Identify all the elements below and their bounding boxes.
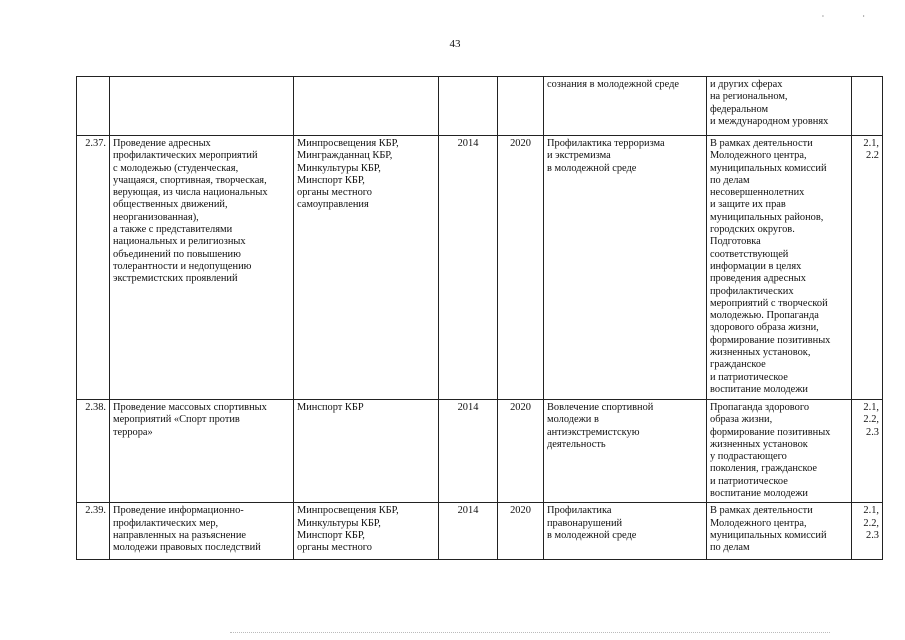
measure-name: Проведение массовых спортивных мероприятий «Спорт против террора» <box>110 400 294 503</box>
measure-name <box>110 77 294 136</box>
indicators: 2.1, 2.2 <box>852 136 883 400</box>
indicators: 2.1, 2.2, 2.3 <box>852 503 883 560</box>
expected-result: Пропаганда здорового образа жизни, формирование позитивных жизненных установок у подрастающего поколения, гражданское и патриотическое воспитание молодежи <box>707 400 852 503</box>
indicators: 2.1, 2.2, 2.3 <box>852 400 883 503</box>
year-start: 2014 <box>439 400 498 503</box>
table-row <box>77 503 883 560</box>
measure-name: Проведение информационно- профилактических мер, направленных на разъяснение молодежи правовых последствий <box>110 503 294 560</box>
executors <box>294 77 439 136</box>
measures-table <box>76 76 883 560</box>
year-end: 2020 <box>498 136 544 400</box>
year-start: 2014 <box>439 503 498 560</box>
year-start: 2014 <box>439 136 498 400</box>
table-row <box>77 136 883 400</box>
row-number: 2.39. <box>77 503 110 560</box>
year-end: 2020 <box>498 503 544 560</box>
executors: Минспорт КБР <box>294 400 439 503</box>
expected-result: В рамках деятельности Молодежного центра, муниципальных комиссий по делам <box>707 503 852 560</box>
year-start <box>439 77 498 136</box>
row-number: 2.37. <box>77 136 110 400</box>
page-number: 43 <box>449 38 461 50</box>
indicators <box>852 77 883 136</box>
row-number <box>77 77 110 136</box>
scan-artifact-line <box>230 632 830 634</box>
table-row <box>77 77 883 136</box>
year-end: 2020 <box>498 400 544 503</box>
table-row <box>77 400 883 503</box>
direction: Вовлечение спортивной молодежи в антиэкстремистскую деятельность <box>544 400 707 503</box>
year-end <box>498 77 544 136</box>
expected-result: и других сферах на региональном, федеральном и международном уровнях <box>707 77 852 136</box>
scan-artifact-dots: · · <box>821 12 883 21</box>
measure-name: Проведение адресных профилактических мероприятий с молодежью (студенческая, учащаяся, спортивная, творческая, верующая, из числа национальных общественных движений, неорганизованная), а также с представителями национальных и религиозных объединений по повышению толерантности и недопущению экстремистских проявлений <box>110 136 294 400</box>
row-number: 2.38. <box>77 400 110 503</box>
direction: Профилактика правонарушений в молодежной среде <box>544 503 707 560</box>
expected-result: В рамках деятельности Молодежного центра, муниципальных комиссий по делам несовершеннолетних и защите их прав муниципальных районов, городских округов. Подготовка соответствующей информации в целях проведения адресных профилактических мероприятий с творческой молодежью. Пропаганда здорового образа жизни, формирование позитивных жизненных установок, гражданское и патриотическое воспитание молодежи <box>707 136 852 400</box>
direction: Профилактика терроризма и экстремизма в молодежной среде <box>544 136 707 400</box>
direction: сознания в молодежной среде <box>544 77 707 136</box>
executors: Минпросвещения КБР, Мингражданнац КБР, Минкультуры КБР, Минспорт КБР, органы местного самоуправления <box>294 136 439 400</box>
executors: Минпросвещения КБР, Минкультуры КБР, Минспорт КБР, органы местного <box>294 503 439 560</box>
